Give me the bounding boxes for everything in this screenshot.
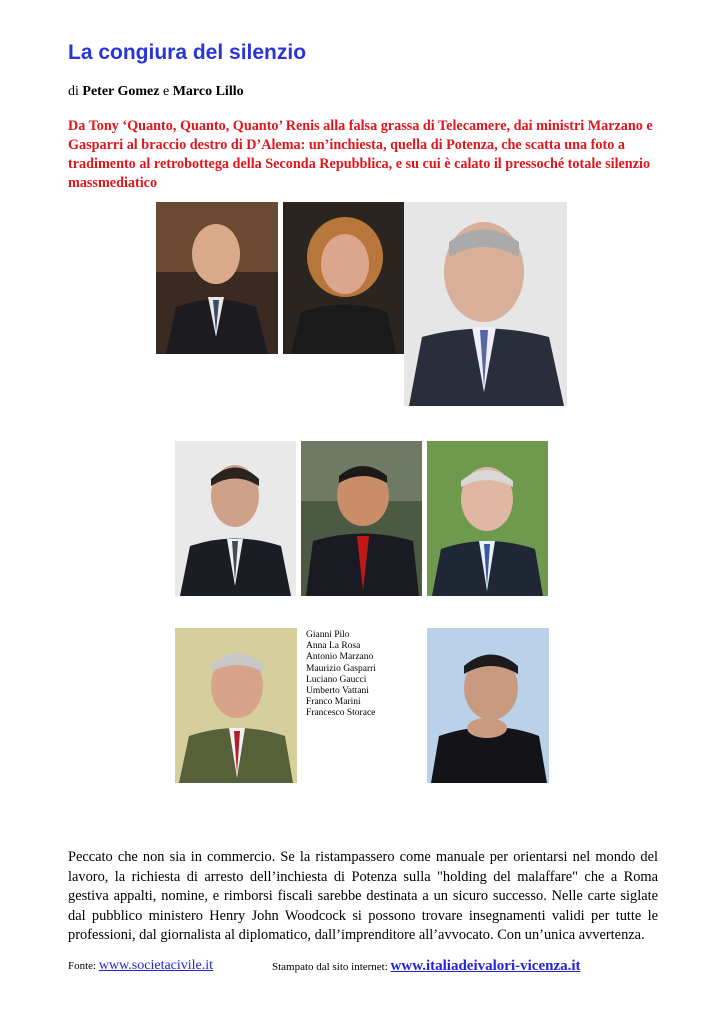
article-body: Peccato che non sia in commercio. Se la ristampassero come manuale per orientarsi nel mondo del lavoro, la richiesta di arresto dell’inchiesta di Potenza sulla "holding del malaffare" che a Roma gestiva appalti, nomine, e rimborsi fiscali sarebbe destinata a un sicuro successo. Nelle carte siglate dal pubblico ministero Henry John Woodcock si possono trovare insegnamenti validi per tutte le professioni, dal giornalista al diplomatico, dall’imprenditore all’avvocato. Con un’unica avvertenza. bbox=[68, 849, 658, 944]
portrait-photo-5 bbox=[301, 441, 422, 596]
author-2: Marco Lillo bbox=[172, 84, 244, 99]
byline-and: e bbox=[162, 84, 170, 99]
caption-name: Franco Marini bbox=[306, 697, 361, 708]
caption-name: Umberto Vattani bbox=[306, 686, 369, 697]
caption-name: Gianni Pilo bbox=[306, 630, 350, 640]
portrait-photo-8 bbox=[427, 628, 549, 783]
site-link[interactable]: www.italiadeivalori-vicenza.it bbox=[390, 958, 581, 974]
caption-name: Francesco Storace bbox=[306, 708, 376, 719]
byline-prefix: di bbox=[68, 84, 79, 99]
author-1: Peter Gomez bbox=[82, 84, 160, 99]
source-link[interactable]: www.societacivile.it bbox=[98, 958, 214, 973]
caption-name: Maurizio Gasparri bbox=[306, 663, 376, 674]
article-title: La congiura del silenzio bbox=[68, 41, 307, 64]
source-label: Fonte: bbox=[68, 960, 97, 972]
portrait-photo-2 bbox=[283, 202, 404, 354]
portrait-photo-3 bbox=[404, 202, 567, 406]
caption-name: Anna La Rosa bbox=[306, 641, 361, 652]
portrait-photo-6 bbox=[427, 441, 548, 596]
photo-caption-names bbox=[306, 630, 376, 720]
printed-label: Stampato dal sito internet: bbox=[272, 961, 388, 973]
portrait-photo-7 bbox=[175, 628, 297, 783]
caption-name: Antonio Marzano bbox=[306, 652, 374, 663]
portrait-photo-1 bbox=[156, 202, 278, 354]
portrait-photo-4 bbox=[175, 441, 296, 596]
caption-name: Luciano Gaucci bbox=[306, 674, 367, 685]
byline bbox=[68, 84, 244, 100]
article-subtitle: Da Tony ‘Quanto, Quanto, Quanto’ Renis alla falsa grassa di Telecamere, dai ministri Marzano e Gasparri al braccio destro di D’Alema: un’inchiesta, quella di Potenza, che scatta una foto a tradimento al retrobottega della Seconda Repubblica, e su cui è calato il pressoché totale silenzio massmediatico bbox=[68, 118, 653, 191]
